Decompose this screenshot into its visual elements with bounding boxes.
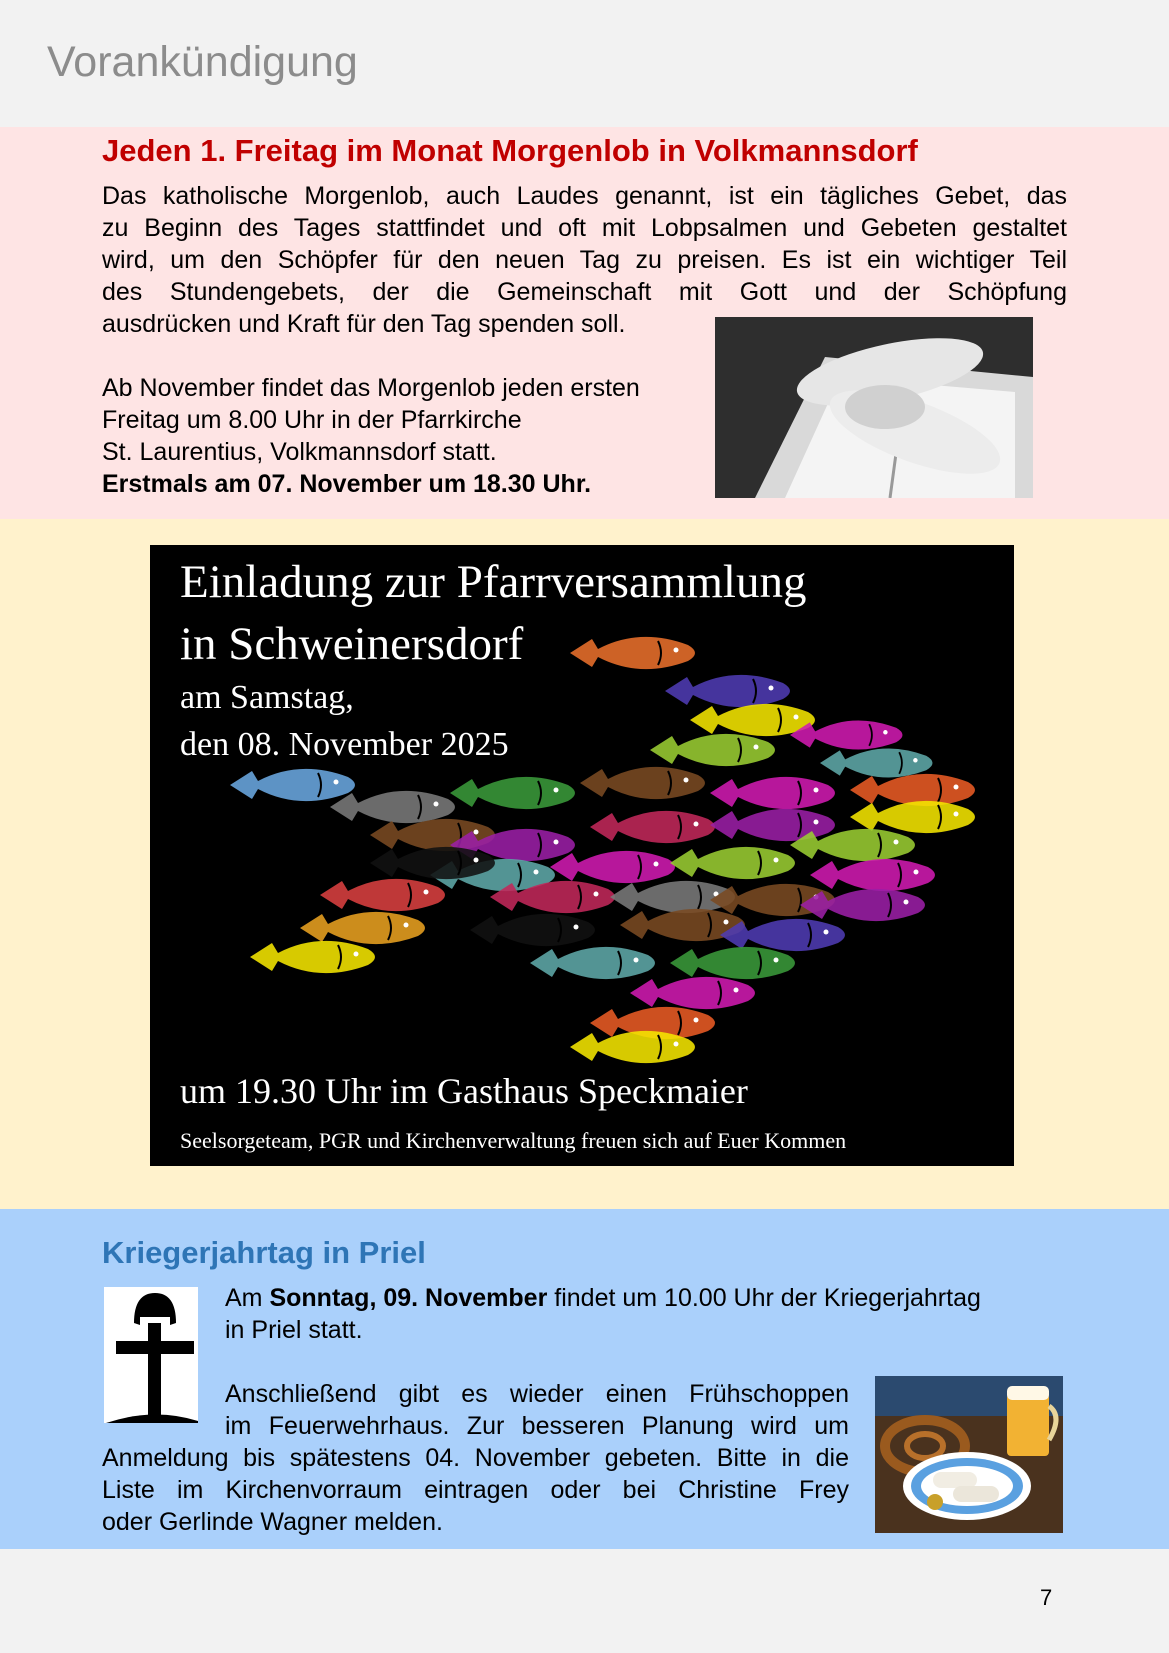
first-date-text: Erstmals am 07. November um 18.30 Uhr.: [102, 470, 592, 498]
poster-title-line2: in Schweinersdorf: [180, 618, 524, 670]
text-run: findet um 10.00 Uhr der Kriegerjahrtag: [547, 1284, 981, 1312]
fish-shape: [300, 912, 425, 944]
fish-shape: [850, 801, 975, 833]
fish-shape: [800, 889, 925, 921]
fish-shape: [450, 777, 575, 809]
poster-time-location: um 19.30 Uhr im Gasthaus Speckmaier: [180, 1071, 748, 1111]
text-line: Anschließend gibt es wieder einen Frühschoppen: [225, 1380, 849, 1408]
fish-shape: [570, 1031, 695, 1063]
fish-shape: [530, 947, 655, 979]
event-date-text: Sonntag, 09. November: [269, 1284, 548, 1312]
fish-shape: [820, 749, 933, 778]
morgenlob-schedule: [102, 372, 640, 500]
text-line: zu Beginn des Tages stattfindet und oft mit Lobpsalmen und Gebeten gestaltet: [102, 214, 1067, 242]
fish-shape: [670, 947, 795, 979]
text-line: St. Laurentius, Volkmannsdorf statt.: [102, 438, 497, 466]
fish-shape: [665, 675, 790, 707]
fruehschoppen-paragraph-start: [225, 1378, 849, 1442]
praying-hands-illustration: [715, 317, 1033, 498]
fish-shape: [330, 791, 455, 823]
morgenlob-paragraph: [102, 180, 1067, 340]
fish-shape: [670, 847, 795, 879]
fish-shape: [550, 851, 675, 883]
fish-shape: [590, 811, 715, 843]
fish-shape: [630, 977, 755, 1009]
fish-shape: [710, 809, 835, 841]
fish-shape: [710, 777, 835, 809]
fish-shape: [370, 847, 495, 879]
pfarrversammlung-poster: [150, 545, 1014, 1166]
text-line: Anmeldung bis spätestens 04. November gebeten. Bitte in die: [102, 1444, 849, 1472]
text-line: Liste im Kirchenvorraum eintragen oder bei Christine Frey: [102, 1476, 849, 1504]
fish-shape: [230, 769, 355, 801]
kriegerjahrtag-intro: [225, 1282, 981, 1346]
fish-shape: [490, 881, 615, 913]
soldier-cross-icon: [104, 1287, 198, 1423]
fish-shape: [470, 914, 595, 946]
text-line: wird, um den Schöpfer für den neuen Tag zu preisen. Es ist ein wichtiger Teil: [102, 246, 1067, 274]
poster-footer-text: Seelsorgeteam, PGR und Kirchenverwaltung freuen sich auf Euer Kommen: [180, 1128, 847, 1153]
text-line: [225, 1282, 981, 1314]
page-number: 7: [1040, 1585, 1053, 1610]
fish-shape: [570, 637, 695, 669]
poster-date-line2: den 08. November 2025: [180, 726, 509, 763]
fish-shape: [850, 774, 975, 806]
fish-shape: [790, 829, 915, 861]
kriegerjahrtag-heading: Kriegerjahrtag in Priel: [102, 1235, 426, 1270]
fruehschoppen-illustration: [875, 1376, 1063, 1533]
praying-hands-photo: [715, 317, 1033, 498]
text-line: ausdrücken und Kraft für den Tag spenden soll.: [102, 310, 626, 338]
fruehschoppen-paragraph-end: [102, 1442, 849, 1538]
text-line: in Priel statt.: [225, 1316, 363, 1344]
text-line: oder Gerlinde Wagner melden.: [102, 1508, 443, 1536]
text-run: Am: [225, 1284, 270, 1312]
fish-shape: [580, 767, 705, 799]
page-title: Vorankündigung: [47, 38, 358, 86]
poster-title-line1: Einladung zur Pfarrversammlung: [180, 556, 807, 608]
text-line: Ab November findet das Morgenlob jeden ersten: [102, 374, 640, 402]
pretzel-beer-photo: [875, 1376, 1063, 1533]
text-line: im Feuerwehrhaus. Zur besseren Planung wird um: [225, 1412, 849, 1440]
fish-shape: [720, 919, 845, 951]
fish-shape: [320, 879, 445, 911]
fish-shape: [810, 859, 935, 891]
fish-shape: [650, 734, 775, 766]
poster-date-line1: am Samstag,: [180, 679, 354, 716]
text-line: Freitag um 8.00 Uhr in der Pfarrkirche: [102, 406, 522, 434]
memorial-cross-icon: [104, 1287, 198, 1423]
text-line: des Stundengebets, der die Gemeinschaft mit Gott und der Schöpfung: [102, 278, 1067, 306]
fish-shape: [790, 721, 903, 750]
text-line: Das katholische Morgenlob, auch Laudes genannt, ist ein tägliches Gebet, das: [102, 182, 1067, 210]
fish-shape: [250, 941, 375, 973]
morgenlob-heading: Jeden 1. Freitag im Monat Morgenlob in Volkmannsdorf: [102, 133, 918, 168]
